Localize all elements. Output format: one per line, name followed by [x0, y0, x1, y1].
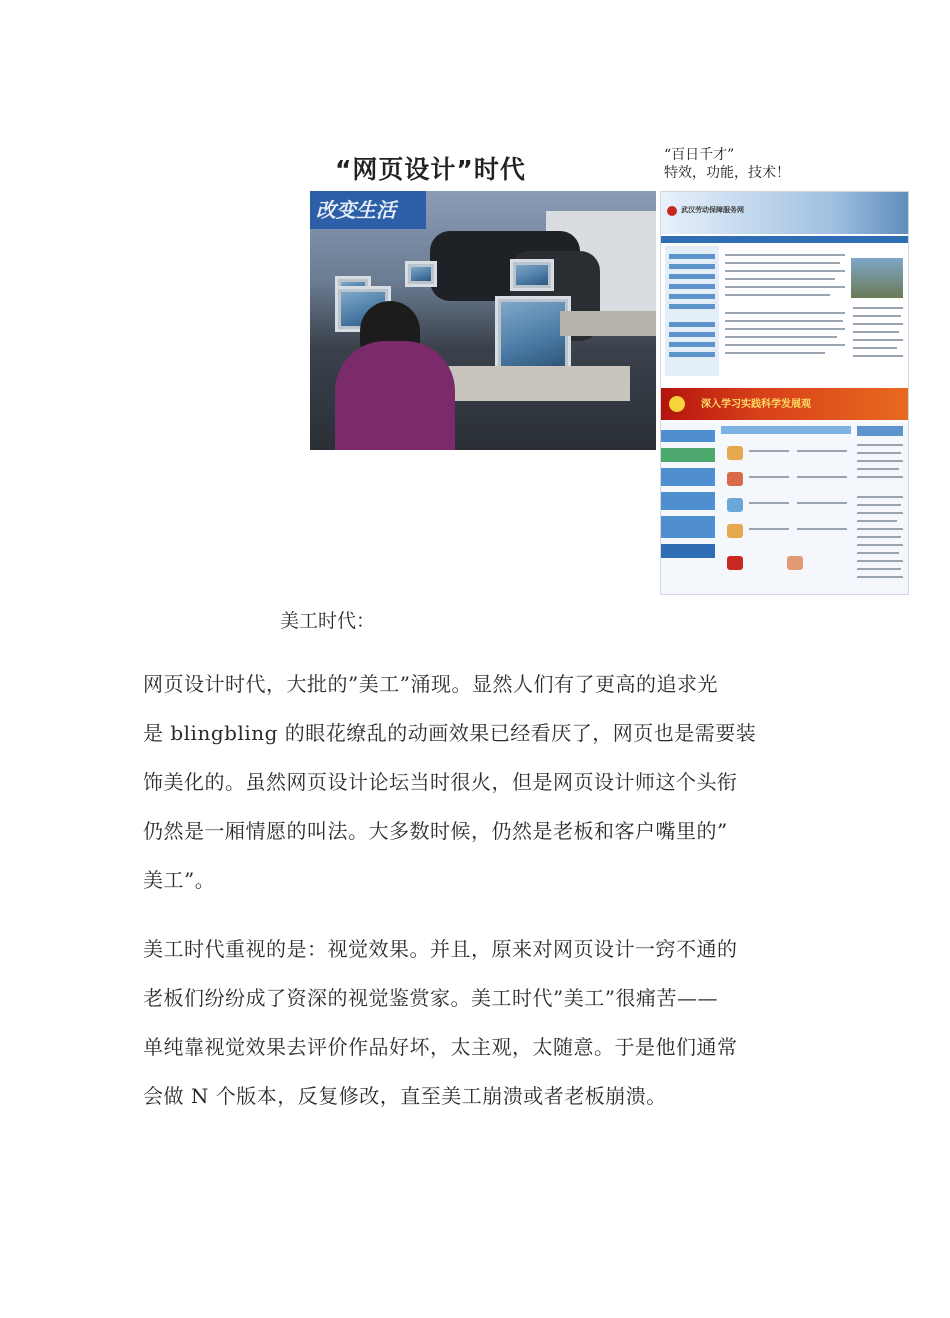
site-sidebar-item — [669, 322, 715, 327]
site-sidebar-item — [669, 304, 715, 309]
site-text-line — [725, 344, 845, 346]
site-text-line — [725, 294, 830, 296]
site-tile — [661, 492, 715, 510]
site-sidebar-item — [669, 284, 715, 289]
figure-left-title: “网页设计”时代 — [335, 155, 526, 184]
site-sidebar-item — [669, 332, 715, 337]
site-lower-section — [661, 422, 908, 594]
site-text-line — [853, 315, 901, 317]
site-text-line — [857, 504, 901, 506]
site-text-line — [725, 336, 837, 338]
site-text-line — [797, 476, 847, 478]
photo-person — [335, 341, 455, 450]
site-text-line — [857, 520, 897, 522]
site-text-line — [725, 320, 843, 322]
site-text-line — [725, 278, 835, 280]
site-text-line — [853, 331, 899, 333]
section-caption: 美工时代： — [280, 610, 376, 632]
site-logo-text: 武汉劳动保障服务网 — [681, 206, 744, 214]
site-text-line — [857, 496, 903, 498]
site-text-line — [725, 262, 840, 264]
site-text-line — [853, 347, 897, 349]
classroom-photo — [310, 191, 656, 450]
site-sidebar-item — [669, 352, 715, 357]
site-feature-icon — [727, 446, 743, 460]
site-feature-icon — [727, 556, 743, 570]
site-feature-icon — [787, 556, 803, 570]
site-sidebar-item — [669, 264, 715, 269]
photo-desk — [560, 311, 656, 336]
site-sidebar-item — [669, 254, 715, 259]
photo-monitor — [405, 261, 437, 287]
site-red-banner-text: 深入学习实践科学发展观 — [701, 399, 811, 410]
site-sidebar-item — [669, 342, 715, 347]
site-text-line — [725, 352, 825, 354]
site-tile — [661, 468, 715, 486]
site-text-line — [749, 528, 789, 530]
site-tile — [721, 426, 851, 434]
site-text-line — [853, 339, 903, 341]
site-text-line — [857, 568, 901, 570]
site-feature-icon — [727, 524, 743, 538]
site-feature-icon — [727, 472, 743, 486]
site-tile — [857, 426, 903, 436]
photo-monitor — [510, 259, 554, 291]
paragraph-1: 网页设计时代，大批的”美工”涌现。显然人们有了更高的追求光 是 blingbling 的眼花缭乱的动画效果已经看厌了，网页也是需要装 饰美化的。虽然网页设计论坛当时很火，但是网页设计师这个头衔 仍然是一厢情愿的叫法。大多数时候，仍然是老板和客户嘴里的” 美工”。 — [143, 672, 757, 892]
photo-desk — [440, 366, 630, 401]
site-text-line — [853, 355, 903, 357]
site-text-line — [749, 450, 789, 452]
photo-banner: 改变生活 — [310, 191, 426, 229]
site-text-line — [857, 460, 903, 462]
site-sidebar-item — [669, 274, 715, 279]
site-text-line — [749, 476, 789, 478]
site-logo-icon — [667, 206, 677, 216]
figure-right-title-line1: “百日千才” — [664, 147, 735, 163]
site-text-line — [797, 450, 847, 452]
site-tile — [661, 544, 715, 558]
site-text-line — [857, 512, 903, 514]
website-screenshot — [660, 191, 909, 595]
figure-right-title — [664, 146, 790, 182]
site-nav — [661, 236, 908, 243]
site-text-line — [857, 552, 899, 554]
site-tile — [661, 448, 715, 462]
site-text-line — [857, 468, 899, 470]
site-text-line — [853, 323, 903, 325]
site-photo — [851, 258, 903, 298]
site-sidebar-item — [669, 294, 715, 299]
figure-right-title-line2: 特效，功能，技术！ — [664, 165, 790, 181]
site-text-line — [797, 502, 847, 504]
site-red-banner — [661, 388, 908, 420]
site-text-line — [857, 452, 901, 454]
site-text-line — [857, 444, 903, 446]
site-text-line — [857, 560, 903, 562]
site-text-line — [725, 312, 845, 314]
site-tile — [661, 430, 715, 442]
site-text-line — [749, 502, 789, 504]
site-text-line — [857, 576, 903, 578]
site-text-line — [857, 476, 903, 478]
site-text-line — [797, 528, 847, 530]
site-feature-icon — [727, 498, 743, 512]
site-text-line — [857, 544, 903, 546]
emblem-icon — [669, 396, 685, 412]
site-text-line — [857, 528, 903, 530]
site-text-line — [725, 254, 845, 256]
site-text-line — [725, 286, 845, 288]
site-tile — [661, 516, 715, 538]
site-text-line — [725, 328, 845, 330]
site-text-line — [853, 307, 903, 309]
site-text-line — [857, 536, 901, 538]
site-text-line — [725, 270, 845, 272]
paragraph-2: 美工时代重视的是：视觉效果。并且，原来对网页设计一窍不通的 老板们纷纷成了资深的视觉鉴赏家。美工时代”美工”很痛苦—— 单纯靠视觉效果去评价作品好坏，太主观，太随意。于是他们通常 会做 N 个版本，反复修改，直至美工崩溃或者老板崩溃。 — [143, 937, 738, 1108]
